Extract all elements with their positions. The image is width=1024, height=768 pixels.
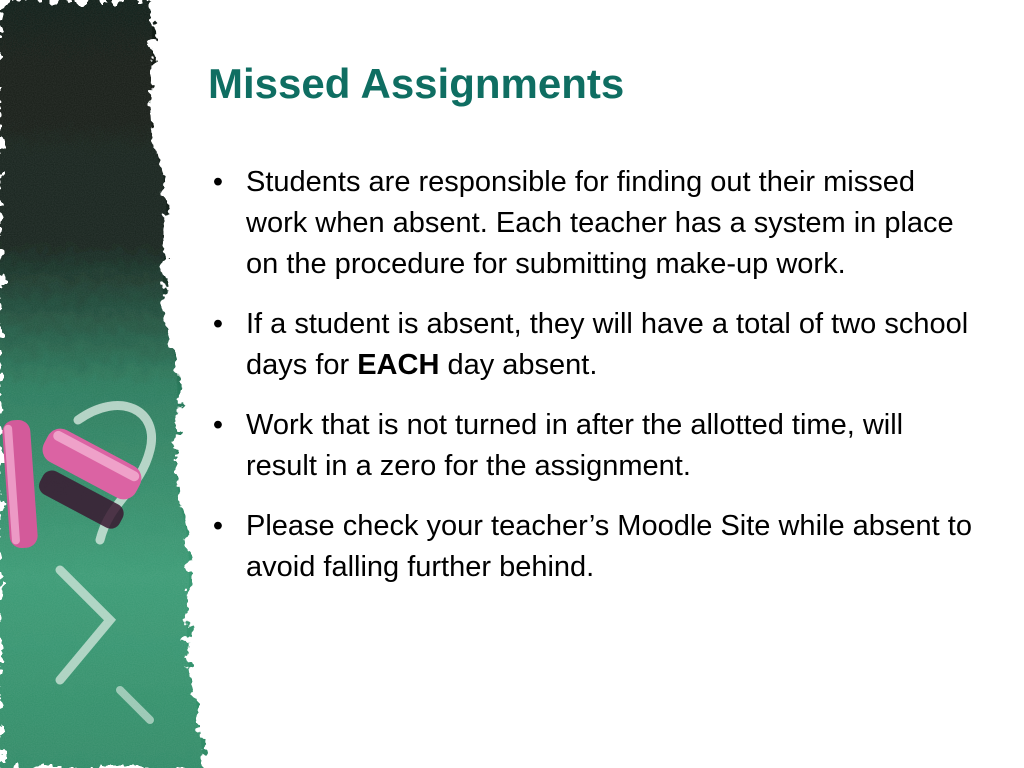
bullet-list <box>208 162 978 607</box>
bullet-text-after: day absent. <box>439 349 598 381</box>
bullet-text-before: If a student is absent, they will have a total of two school days for <box>246 308 969 381</box>
bullet-text: Work that is not turned in after the allotted time, will result in a zero for the assignment. <box>246 409 904 482</box>
bullet-text: Please check your teacher’s Moodle Site while absent to avoid falling further behind. <box>246 510 972 583</box>
bullet-dot-icon: • <box>212 409 224 441</box>
bullet-item <box>208 304 978 386</box>
bullet-text: Students are responsible for finding out their missed work when absent. Each teacher has a system in place on the procedure for submitting make-up work. <box>246 166 954 280</box>
bullet-item <box>208 506 978 588</box>
bullet-item <box>208 405 978 487</box>
chalkboard-decoration-icon <box>0 0 240 768</box>
bullet-dot-icon: • <box>212 166 224 198</box>
bullet-dot-icon: • <box>212 510 224 542</box>
bullet-text-emphasis: EACH <box>357 349 440 381</box>
bullet-dot-icon: • <box>212 308 224 340</box>
bullet-item <box>208 162 978 285</box>
slide-title: Missed Assignments <box>208 60 625 107</box>
